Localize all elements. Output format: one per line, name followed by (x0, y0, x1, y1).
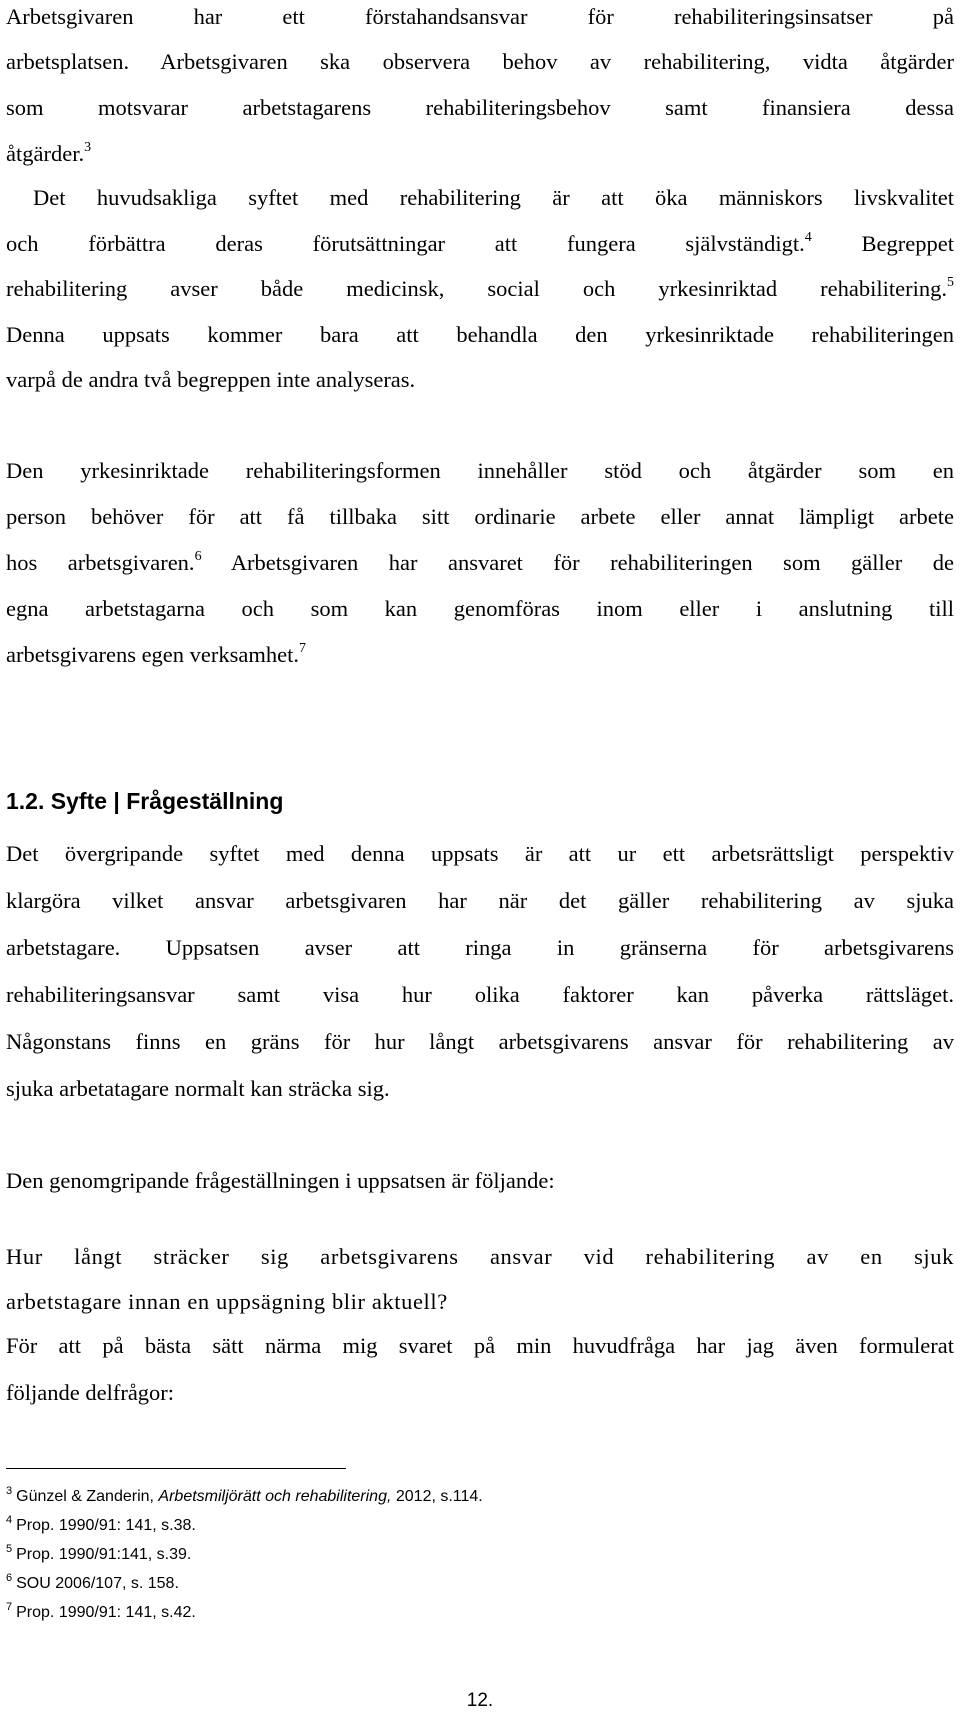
footnote-ref: 4 (804, 230, 812, 245)
footnote: $^3$ Günzel & Zanderin, Arbetsmiljörätt och rehabilitering, 2012, s.114. (6, 1485, 483, 1505)
text-line: Den genomgripande frågeställningen i uppsatsen är följande: (6, 1168, 555, 1193)
section-heading: 1.2. Syfte | Frågeställning (6, 788, 284, 814)
text-line: som motsvarar arbetstagarens rehabiliteringsbehov samt finansiera dessa (6, 95, 954, 120)
text-line: hos arbetsgivaren.$^6$ Arbetsgivaren har ansvaret för rehabiliteringen som gäller de (6, 549, 954, 575)
text-line: och förbättra deras förutsättningar att fungera självständigt.$^4$ Begreppet (6, 230, 954, 256)
research-question: Hur långt sträcker sig arbetsgivarens ansvar vid rehabilitering av en sjuk (6, 1244, 954, 1269)
text-line: person behöver för att få tillbaka sitt ordinarie arbete eller annat lämpligt arbete (6, 504, 954, 529)
text-line: arbetstagare. Uppsatsen avser att ringa in gränserna för arbetsgivarens (6, 935, 954, 960)
text-line: följande delfrågor: (6, 1380, 175, 1405)
footnote-separator (6, 1468, 346, 1469)
text-line: Någonstans finns en gräns för hur långt arbetsgivarens ansvar för rehabilitering av (6, 1029, 954, 1054)
footnote: $^5$ Prop. 1990/91:141, s.39. (6, 1543, 192, 1563)
footnote: $^6$ SOU 2006/107, s. 158. (6, 1572, 179, 1592)
text-line: klargöra vilket ansvar arbetsgivaren har när det gäller rehabilitering av sjuka (6, 888, 954, 913)
text-line: arbetsgivarens egen verksamhet.$^7$ (6, 641, 307, 667)
text-line: Denna uppsats kommer bara att behandla den yrkesinriktade rehabiliteringen (6, 322, 954, 347)
text-line: varpå de andra två begreppen inte analyseras. (6, 367, 416, 392)
text-line: arbetsplatsen. Arbetsgivaren ska observera behov av rehabilitering, vidta åtgärder (6, 49, 954, 74)
text-line: Det övergripande syftet med denna uppsats är att ur ett arbetsrättsligt perspektiv (6, 841, 954, 866)
text-line: egna arbetstagarna och som kan genomföras inom eller i anslutning till (6, 596, 954, 621)
text-line: sjuka arbetatagare normalt kan sträcka sig. (6, 1076, 390, 1101)
text-line: För att på bästa sätt närma mig svaret på min huvudfråga har jag även formulerat (6, 1333, 954, 1358)
footnote-ref: 3 (84, 140, 92, 155)
footnote: $^4$ Prop. 1990/91: 141, s.38. (6, 1514, 196, 1534)
text-line: Den yrkesinriktade rehabiliteringsformen innehåller stöd och åtgärder som en (6, 458, 954, 483)
text-line: rehabilitering avser både medicinsk, social och yrkesinriktad rehabilitering.$^5$ (6, 275, 954, 301)
footnote-ref: 6 (194, 549, 202, 564)
page-number: 12. (466, 1690, 494, 1711)
footnote-ref: 5 (947, 275, 954, 290)
text-line: åtgärder.$^3$ (6, 140, 92, 166)
footnote-ref: 7 (299, 641, 307, 656)
research-question: arbetstagare innan en uppsägning blir aktuell? (6, 1289, 448, 1314)
text-line: Det huvudsakliga syftet med rehabilitering är att öka människors livskvalitet (33, 185, 954, 210)
footnote: $^7$ Prop. 1990/91: 141, s.42. (6, 1601, 196, 1621)
text-line: rehabiliteringsansvar samt visa hur olika faktorer kan påverka rättsläget. (6, 982, 954, 1007)
text-line: Arbetsgivaren har ett förstahandsansvar för rehabiliteringsinsatser på (6, 4, 954, 29)
